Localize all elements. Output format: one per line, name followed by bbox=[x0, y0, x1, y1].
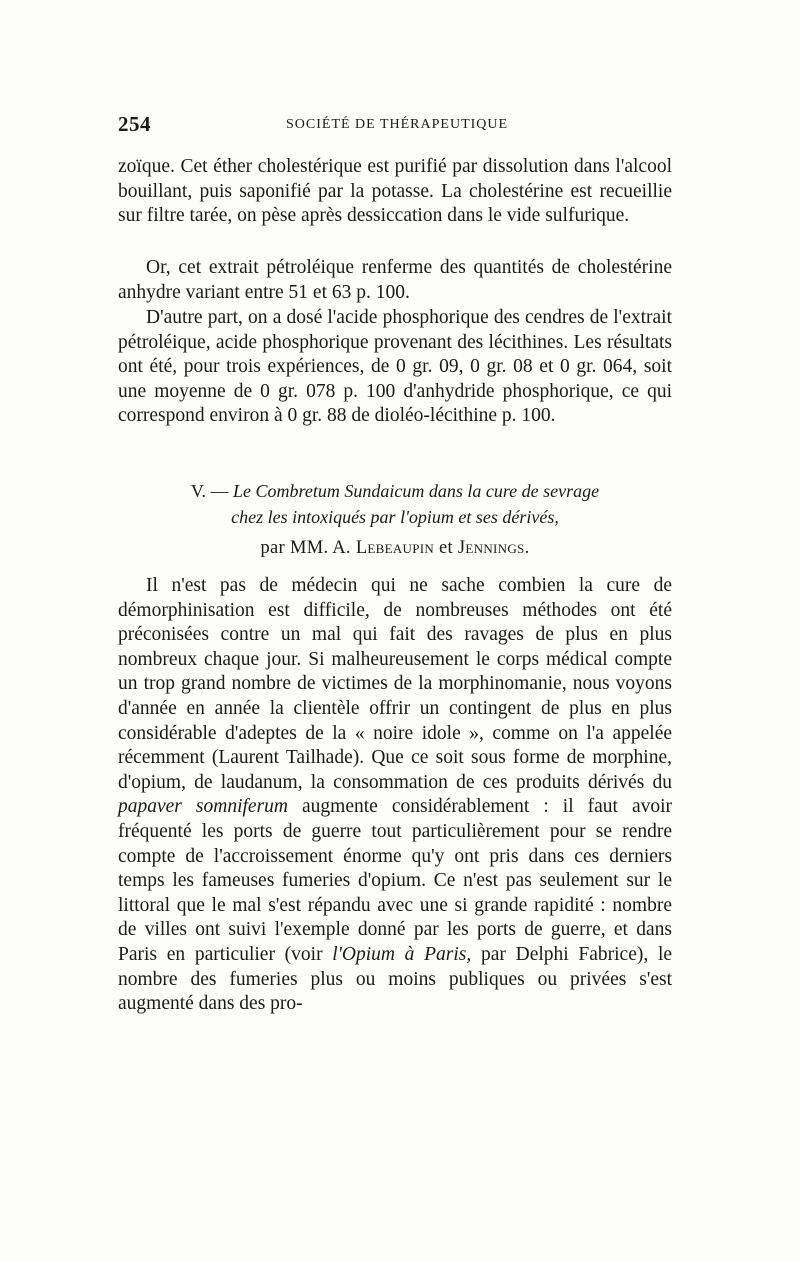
section-title-line-1 bbox=[118, 478, 672, 504]
paragraph-cholesterol-content: Or, cet extrait pétroléique renferme des quantités de cholestérine anhydre variant entre 51 et 63 p. 100. bbox=[118, 257, 672, 303]
author-lebeaupin: Lebeaupin bbox=[355, 538, 435, 558]
section-authors bbox=[118, 538, 672, 559]
page-header bbox=[118, 112, 678, 138]
paragraph-phosphoric-acid: D'autre part, on a dosé l'acide phosphorique des cendres de l'extrait pétroléique, acide phosphorique provenant des lécithines. Les résultats ont été, pour trois expériences, de 0 gr. 09, 0 gr. 08 et 0 gr. 064, soit une moyenne de 0 gr. 078 p. 100 d'anhydride phosphorique, ce qui correspond environ à 0 gr. 88 de dioléo-lécithine p. 100. bbox=[118, 307, 672, 427]
author-jennings: Jennings. bbox=[457, 538, 530, 558]
paragraph-continuation: zoïque. Cet éther cholestérique est purifié par dissolution dans l'alcool bouillant, puis saponifié par la potasse. La cholestérine est recueillie sur filtre tarée, on pèse après dessiccation dans le vide sulfurique. bbox=[118, 156, 672, 227]
section-title-text-1: Le Combretum Sundaicum dans la cure de sevrage bbox=[233, 481, 600, 501]
authors-prefix: par MM. A. bbox=[260, 538, 351, 558]
page-number: 254 bbox=[118, 112, 151, 136]
section-number: V. — bbox=[190, 481, 229, 501]
section-title-line-2: chez les intoxiqués par l'opium et ses dérivés, bbox=[231, 507, 559, 527]
p4-italic-opium-paris: l'Opium à Paris, bbox=[332, 943, 472, 965]
authors-and: et bbox=[439, 538, 453, 558]
p4-text-2: augmente considérablement : il faut avoir fréquenté les ports de guerre tout particulièrement pour se rendre compte de l'accroissement énorme qu'y ont pris dans ces derniers temps les fameuses fumeries d'opium. Ce n'est pas seulement sur le littoral que le mal s'est répandu avec une si grande rapidité : nombre de villes ont suivi l'exemple donné par les ports de guerre, et dans Paris en particulier (voir bbox=[118, 796, 673, 965]
p4-text-3: par Delphi Fabrice), le nombre des fumeries plus ou moins publiques ou privées s'est augmenté dans des pro- bbox=[118, 943, 673, 1015]
running-title: SOCIÉTÉ DE THÉRAPEUTIQUE bbox=[286, 117, 509, 132]
paragraph-opium-intro bbox=[118, 574, 672, 1017]
p4-italic-papaver: papaver somniferum bbox=[118, 796, 288, 818]
p4-text-1: Il n'est pas de médecin qui ne sache combien la cure de démorphinisation est difficile, de nombreuses méthodes ont été préconisées contre un mal qui fait des ravages de plus en plus nombreux chaque jour. Si malheureusement le corps médical compte un trop grand nombre de victimes de la morphinomanie, nous voyons d'année en année la clientèle offrir un contingent de plus en plus considérable d'adeptes de la « noire idole », comme on l'a appelée récemment (Laurent Tailhade). Que ce soit sous forme de morphine, d'opium, de laudanum, la consommation de ces produits dérivés du bbox=[118, 575, 672, 793]
